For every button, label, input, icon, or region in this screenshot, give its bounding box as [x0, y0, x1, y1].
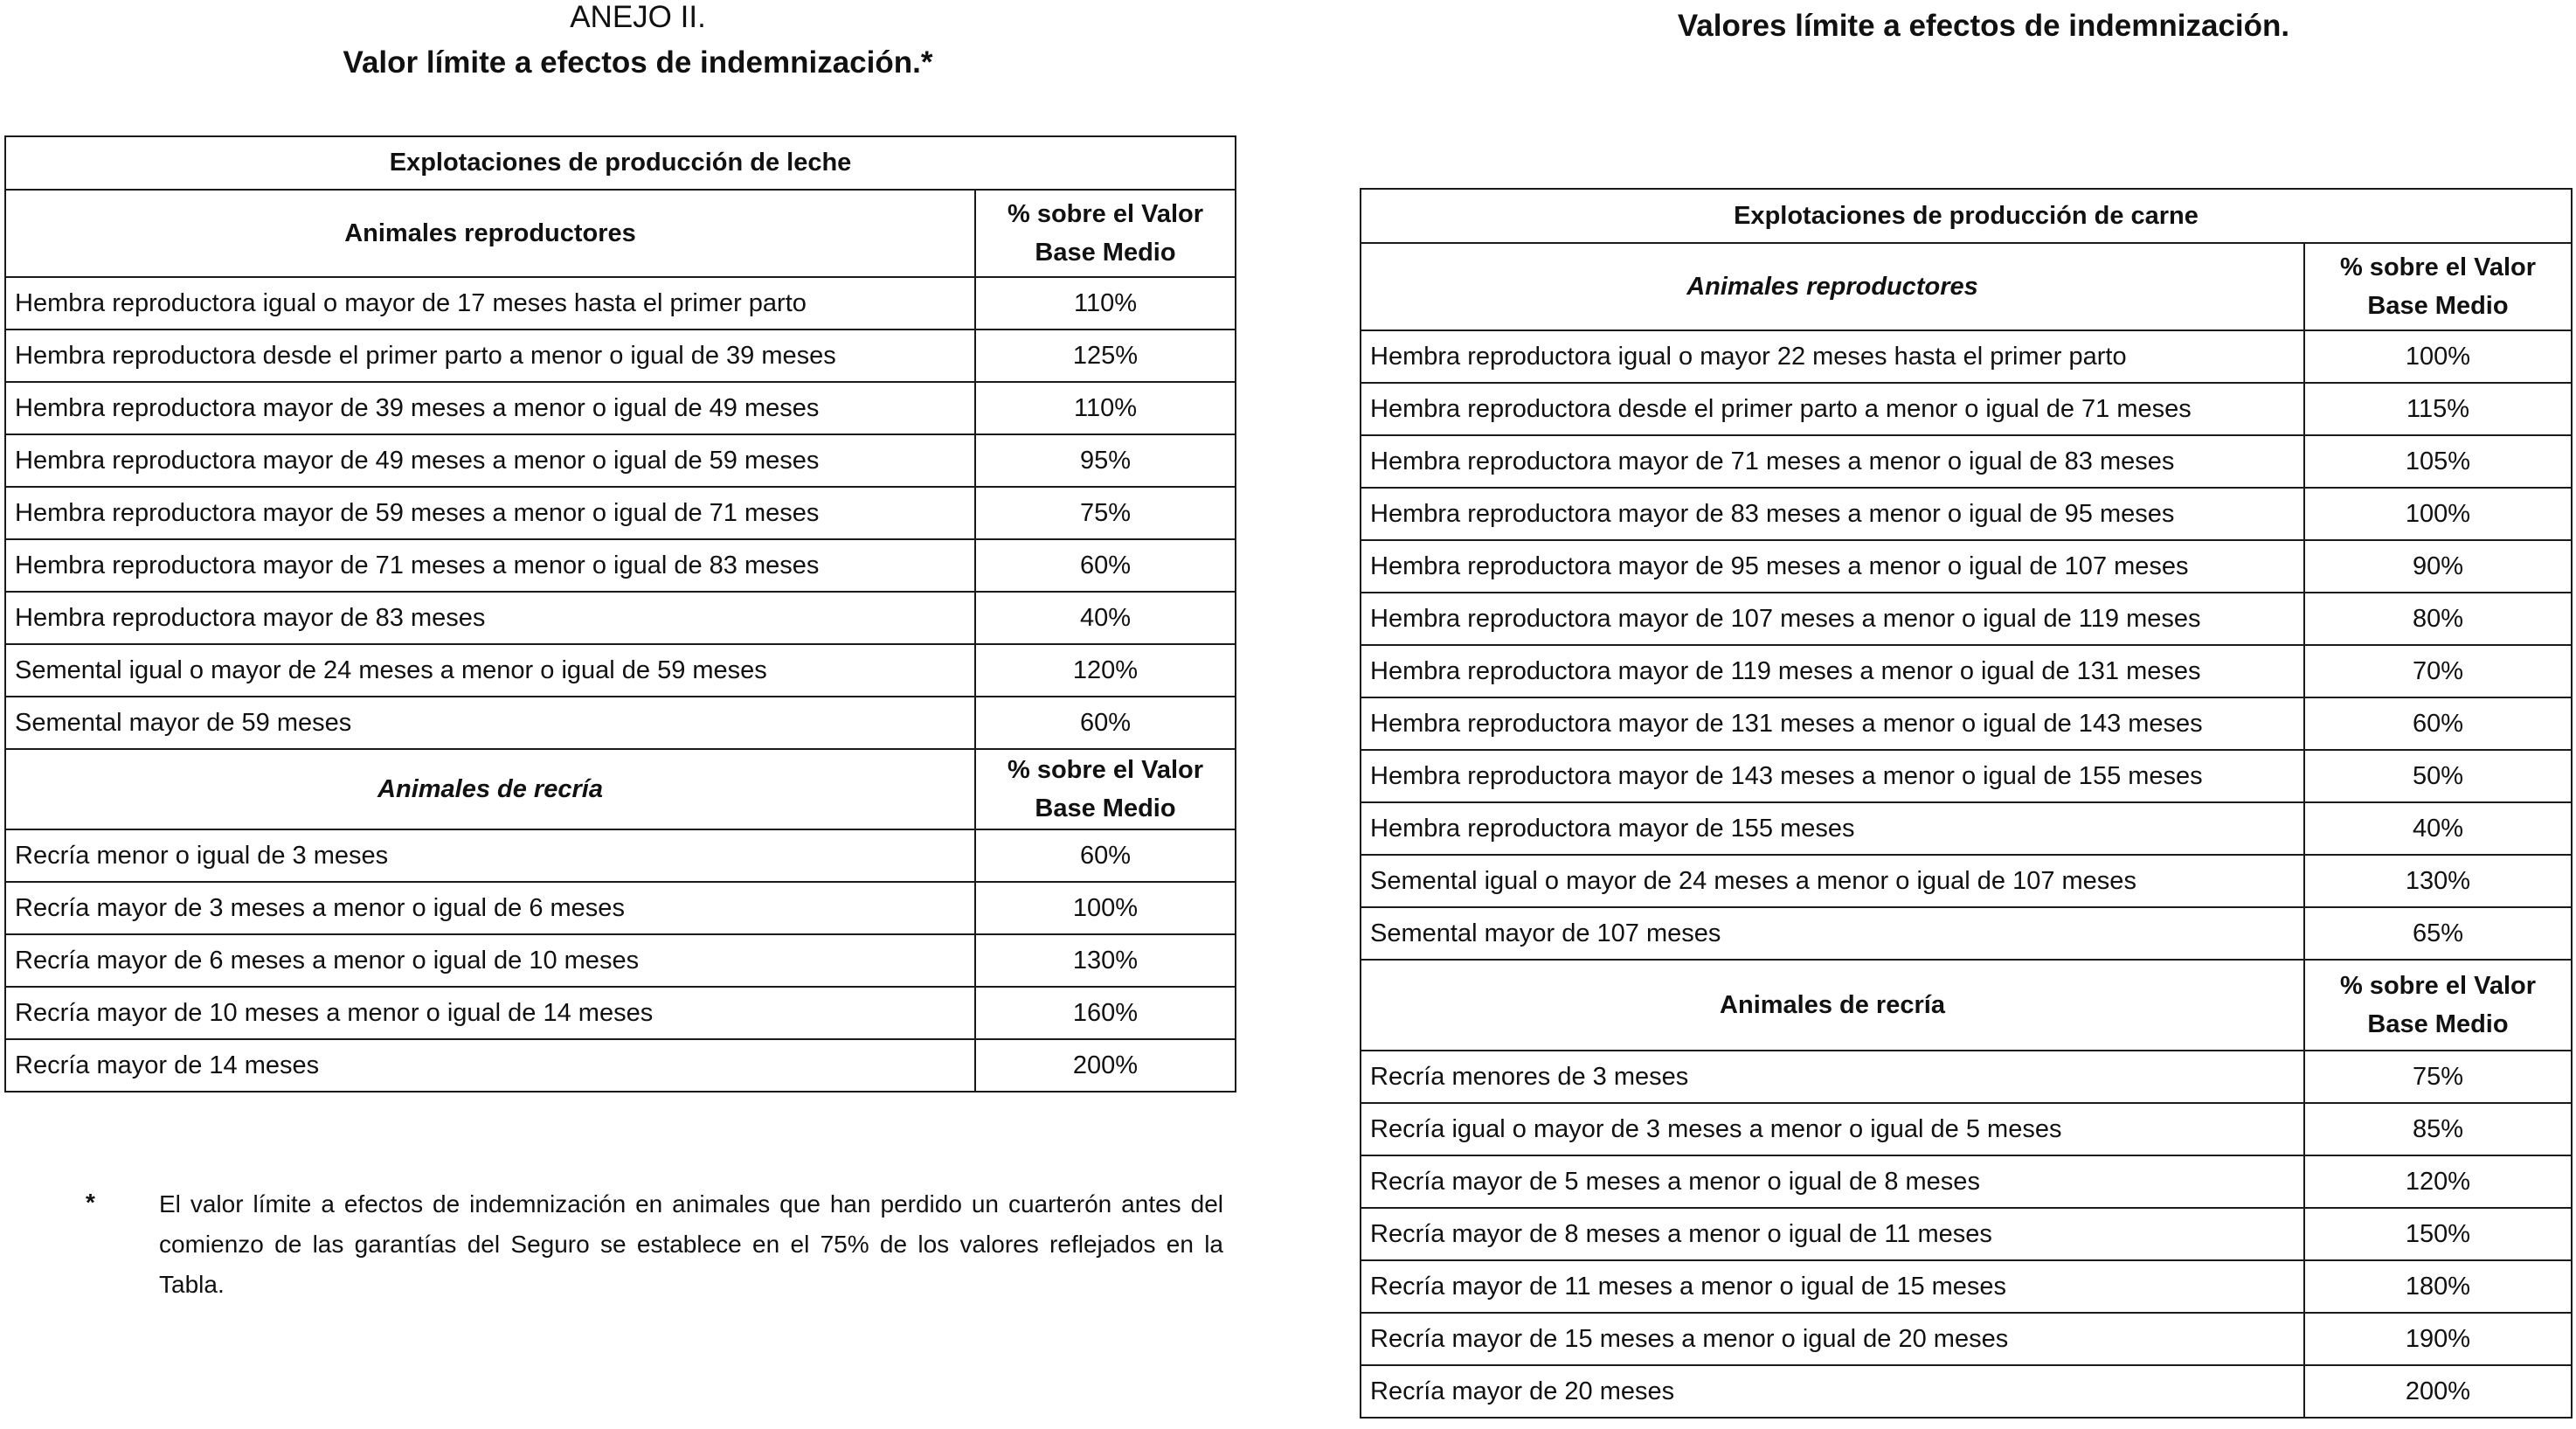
row-percentage: 95%: [975, 434, 1236, 487]
group-header-breeding: Animales reproductores: [1361, 243, 2304, 330]
row-label: Semental igual o mayor de 24 meses a menor o igual de 59 meses: [5, 644, 975, 697]
row-label: Semental mayor de 107 meses: [1361, 907, 2304, 960]
table-row: [1361, 645, 2572, 697]
row-label: Hembra reproductora mayor de 49 meses a menor o igual de 59 meses: [5, 434, 975, 487]
table-row: [5, 987, 1236, 1039]
row-label: Semental mayor de 59 meses: [5, 697, 975, 749]
row-label: Hembra reproductora mayor de 95 meses a menor o igual de 107 meses: [1361, 540, 2304, 593]
table-row: [1361, 593, 2572, 645]
group-header-rearing: Animales de recría: [5, 749, 975, 829]
row-percentage: 100%: [975, 882, 1236, 934]
table-row: [1361, 383, 2572, 435]
table-row: [1361, 750, 2572, 802]
row-percentage: 200%: [975, 1039, 1236, 1092]
meat-production-table: [1360, 188, 2573, 1419]
table-row: [1361, 802, 2572, 855]
row-label: Hembra reproductora mayor de 155 meses: [1361, 802, 2304, 855]
row-percentage: 60%: [975, 539, 1236, 592]
table-row: [1361, 540, 2572, 593]
row-percentage: 90%: [2304, 540, 2572, 593]
table-title: Explotaciones de producción de leche: [5, 136, 1236, 190]
pct-header: % sobre el Valor Base Medio: [2304, 960, 2572, 1051]
row-percentage: 60%: [975, 829, 1236, 882]
row-percentage: 160%: [975, 987, 1236, 1039]
row-label: Hembra reproductora igual o mayor 22 meses hasta el primer parto: [1361, 330, 2304, 383]
row-label: Hembra reproductora desde el primer parto a menor o igual de 39 meses: [5, 330, 975, 382]
table-row: [5, 934, 1236, 987]
row-percentage: 200%: [2304, 1365, 2572, 1418]
row-percentage: 65%: [2304, 907, 2572, 960]
group-header-breeding: Animales reproductores: [5, 190, 975, 277]
table-row: [5, 882, 1236, 934]
group-header-rearing: Animales de recría: [1361, 960, 2304, 1051]
row-percentage: 100%: [2304, 488, 2572, 540]
row-percentage: 190%: [2304, 1313, 2572, 1365]
table-row: [1361, 1103, 2572, 1155]
milk-production-table: [4, 135, 1236, 1093]
table-title: Explotaciones de producción de carne: [1361, 189, 2572, 243]
row-label: Hembra reproductora mayor de 71 meses a menor o igual de 83 meses: [1361, 435, 2304, 488]
row-percentage: 115%: [2304, 383, 2572, 435]
row-percentage: 180%: [2304, 1260, 2572, 1313]
row-percentage: 120%: [975, 644, 1236, 697]
row-label: Recría mayor de 5 meses a menor o igual de 8 meses: [1361, 1155, 2304, 1208]
row-percentage: 105%: [2304, 435, 2572, 488]
row-label: Recría mayor de 20 meses: [1361, 1365, 2304, 1418]
row-percentage: 40%: [2304, 802, 2572, 855]
table-row: [1361, 330, 2572, 383]
breeding-rows: [1361, 330, 2572, 960]
row-percentage: 110%: [975, 382, 1236, 434]
row-label: Recría mayor de 11 meses a menor o igual de 15 meses: [1361, 1260, 2304, 1313]
table-row: [1361, 1051, 2572, 1103]
row-label: Hembra reproductora igual o mayor de 17 meses hasta el primer parto: [5, 277, 975, 330]
row-label: Hembra reproductora mayor de 83 meses: [5, 592, 975, 644]
table-row: [5, 434, 1236, 487]
row-label: Recría mayor de 10 meses a menor o igual de 14 meses: [5, 987, 975, 1039]
row-label: Hembra reproductora mayor de 143 meses a menor o igual de 155 meses: [1361, 750, 2304, 802]
table-row: [5, 644, 1236, 697]
table-row: [5, 487, 1236, 539]
row-label: Hembra reproductora mayor de 71 meses a menor o igual de 83 meses: [5, 539, 975, 592]
row-percentage: 60%: [2304, 697, 2572, 750]
left-subtitle: Valor límite a efectos de indemnización.*: [343, 45, 933, 80]
pct-header: % sobre el Valor Base Medio: [2304, 243, 2572, 330]
row-percentage: 50%: [2304, 750, 2572, 802]
table-row: [1361, 435, 2572, 488]
table-row: [5, 330, 1236, 382]
row-label: Recría mayor de 3 meses a menor o igual de 6 meses: [5, 882, 975, 934]
row-label: Hembra reproductora desde el primer parto a menor o igual de 71 meses: [1361, 383, 2304, 435]
table-row: [5, 697, 1236, 749]
row-label: Recría menor o igual de 3 meses: [5, 829, 975, 882]
row-percentage: 75%: [2304, 1051, 2572, 1103]
table-row: [1361, 855, 2572, 907]
annex-title: ANEJO II.: [570, 0, 706, 34]
pct-header: % sobre el Valor Base Medio: [975, 749, 1236, 829]
row-label: Recría mayor de 8 meses a menor o igual de 11 meses: [1361, 1208, 2304, 1260]
table-row: [5, 539, 1236, 592]
row-label: Hembra reproductora mayor de 107 meses a menor o igual de 119 meses: [1361, 593, 2304, 645]
footnote-marker: *: [86, 1189, 95, 1216]
footnote: El valor límite a efectos de indemnización en animales que han perdido un cuarterón antes del comienzo de las garantías del Seguro se establece en el 75% de los valores reflejados en la Tabla.: [159, 1190, 1223, 1298]
table-row: [5, 1039, 1236, 1092]
row-percentage: 80%: [2304, 593, 2572, 645]
table-row: [1361, 1365, 2572, 1418]
row-percentage: 110%: [975, 277, 1236, 330]
table-row: [5, 829, 1236, 882]
row-percentage: 125%: [975, 330, 1236, 382]
row-label: Hembra reproductora mayor de 83 meses a menor o igual de 95 meses: [1361, 488, 2304, 540]
table-row: [1361, 697, 2572, 750]
row-label: Hembra reproductora mayor de 39 meses a menor o igual de 49 meses: [5, 382, 975, 434]
table-row: [5, 277, 1236, 330]
row-percentage: 60%: [975, 697, 1236, 749]
row-percentage: 130%: [2304, 855, 2572, 907]
row-label: Recría mayor de 15 meses a menor o igual de 20 meses: [1361, 1313, 2304, 1365]
row-percentage: 40%: [975, 592, 1236, 644]
row-percentage: 100%: [2304, 330, 2572, 383]
table-row: [1361, 907, 2572, 960]
table-row: [5, 382, 1236, 434]
row-label: Hembra reproductora mayor de 131 meses a menor o igual de 143 meses: [1361, 697, 2304, 750]
row-label: Hembra reproductora mayor de 119 meses a menor o igual de 131 meses: [1361, 645, 2304, 697]
row-label: Semental igual o mayor de 24 meses a menor o igual de 107 meses: [1361, 855, 2304, 907]
table-row: [1361, 1313, 2572, 1365]
row-percentage: 120%: [2304, 1155, 2572, 1208]
row-label: Recría mayor de 14 meses: [5, 1039, 975, 1092]
table-row: [5, 592, 1236, 644]
table-row: [1361, 1208, 2572, 1260]
rearing-rows: [1361, 1051, 2572, 1418]
rearing-rows: [5, 829, 1236, 1092]
right-title: Valores límite a efectos de indemnización.: [1677, 9, 2290, 43]
table-row: [1361, 488, 2572, 540]
row-percentage: 130%: [975, 934, 1236, 987]
row-percentage: 70%: [2304, 645, 2572, 697]
table-row: [1361, 1155, 2572, 1208]
row-percentage: 150%: [2304, 1208, 2572, 1260]
breeding-rows: [5, 277, 1236, 749]
pct-header: % sobre el Valor Base Medio: [975, 190, 1236, 277]
row-label: Recría menores de 3 meses: [1361, 1051, 2304, 1103]
row-percentage: 75%: [975, 487, 1236, 539]
row-label: Hembra reproductora mayor de 59 meses a menor o igual de 71 meses: [5, 487, 975, 539]
row-percentage: 85%: [2304, 1103, 2572, 1155]
table-row: [1361, 1260, 2572, 1313]
row-label: Recría igual o mayor de 3 meses a menor o igual de 5 meses: [1361, 1103, 2304, 1155]
row-label: Recría mayor de 6 meses a menor o igual de 10 meses: [5, 934, 975, 987]
